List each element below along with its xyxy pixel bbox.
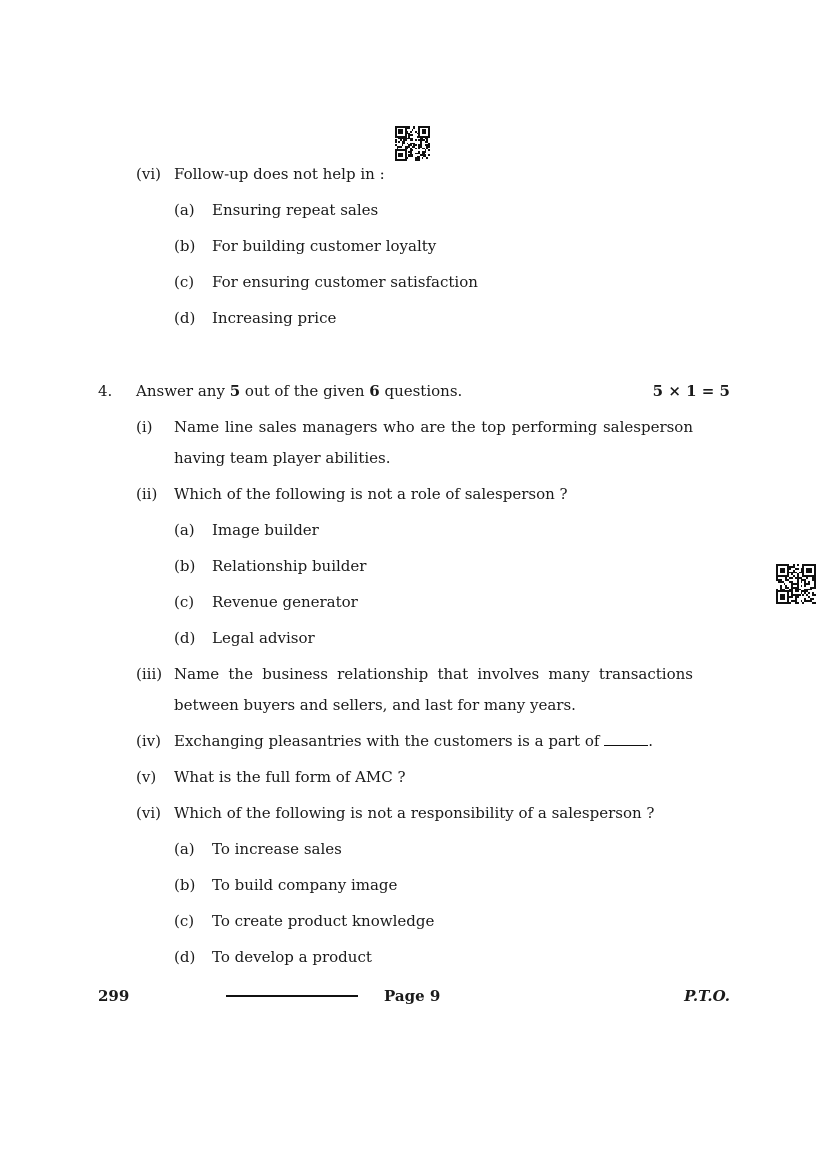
pto-label: P.T.O.: [684, 987, 730, 1005]
instruction-mid: out of the given: [240, 382, 370, 400]
paper-code: 299: [98, 987, 130, 1005]
question-text: [174, 731, 653, 751]
question-text-body: Exchanging pleasantries with the customers is a part of: [174, 732, 600, 750]
question-number: (i): [136, 418, 153, 436]
footer-divider: [226, 995, 358, 997]
question-text: having team player abilities.: [174, 449, 391, 467]
option-label: (a): [174, 521, 195, 539]
option-text: To build company image: [212, 876, 398, 894]
instruction-post: questions.: [379, 382, 463, 400]
question-text: Name line sales managers who are the top performing salesperson: [174, 418, 693, 436]
question-instruction: [136, 381, 462, 401]
instruction-number: 6: [369, 382, 380, 400]
question-number: (iv): [136, 732, 161, 750]
question-text: What is the full form of AMC ?: [174, 768, 406, 786]
option-label: (c): [174, 912, 195, 930]
option-text: Increasing price: [212, 309, 337, 327]
option-label: (c): [174, 273, 195, 291]
qr-code-icon: [395, 126, 430, 161]
question-number: (iii): [136, 665, 163, 683]
option-label: (a): [174, 201, 195, 219]
option-label: (d): [174, 629, 196, 647]
option-text: For ensuring customer satisfaction: [212, 273, 478, 291]
fill-in-blank: [604, 731, 648, 746]
option-text: To develop a product: [212, 948, 372, 966]
question-text: Follow-up does not help in :: [174, 165, 385, 183]
option-text: Image builder: [212, 521, 319, 539]
option-label: (d): [174, 309, 196, 327]
option-text: Legal advisor: [212, 629, 315, 647]
question-number: (ii): [136, 485, 158, 503]
qr-code-icon: [776, 564, 816, 604]
question-number: (vi): [136, 804, 161, 822]
option-text: To increase sales: [212, 840, 342, 858]
option-label: (b): [174, 557, 196, 575]
question-text: Which of the following is not a role of salesperson ?: [174, 485, 568, 503]
option-text: Revenue generator: [212, 593, 358, 611]
option-label: (a): [174, 840, 195, 858]
instruction-number: 5: [229, 382, 241, 400]
option-text: To create product knowledge: [212, 912, 435, 930]
question-text: Which of the following is not a responsibility of a salesperson ?: [174, 804, 655, 822]
question-number: 4.: [98, 382, 113, 400]
marks-allocation: 5 × 1 = 5: [652, 382, 730, 400]
option-text: Relationship builder: [212, 557, 367, 575]
question-number: (v): [136, 768, 157, 786]
option-text: Ensuring repeat sales: [212, 201, 379, 219]
question-number: (vi): [136, 165, 161, 183]
option-label: (b): [174, 237, 196, 255]
option-text: For building customer loyalty: [212, 237, 437, 255]
option-label: (d): [174, 948, 196, 966]
instruction-pre: Answer any: [136, 382, 230, 400]
question-text: Name the business relationship that involves many transactions: [174, 665, 693, 683]
question-text-end: .: [648, 732, 653, 750]
option-label: (b): [174, 876, 196, 894]
page-number: Page 9: [384, 987, 441, 1005]
option-label: (c): [174, 593, 195, 611]
question-text: between buyers and sellers, and last for many years.: [174, 696, 576, 714]
